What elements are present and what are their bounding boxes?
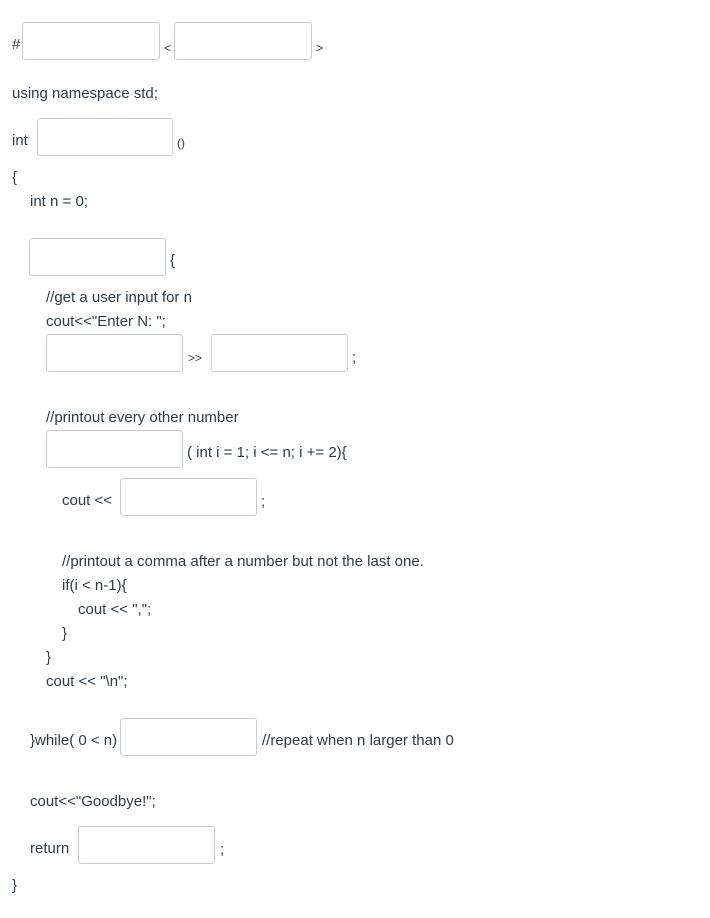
int-keyword: int: [12, 132, 28, 149]
comment-repeat: //repeat when n larger than 0: [262, 732, 454, 749]
extraction-operator: >>: [188, 351, 203, 365]
semicolon: ;: [261, 493, 266, 510]
cout-goodbye: cout<<"Goodbye!";: [30, 793, 156, 810]
for-keyword-blank[interactable]: [46, 430, 183, 468]
close-brace: }: [12, 877, 18, 894]
if-close-brace: }: [62, 625, 68, 642]
cout-comma: cout << ",";: [78, 601, 152, 618]
semicolon: ;: [352, 349, 357, 366]
while-condition-start: }while( 0 < n): [30, 732, 118, 749]
return-value-blank[interactable]: [78, 826, 215, 864]
main-function-name-blank[interactable]: [37, 118, 173, 156]
include-directive-blank[interactable]: [22, 22, 160, 60]
header-name-blank[interactable]: [174, 22, 312, 60]
if-statement: if(i < n-1){: [62, 577, 127, 594]
for-close-brace: }: [46, 649, 52, 666]
comment-comma: //printout a comma after a number but not the last one.: [62, 553, 424, 570]
cout-operator: cout <<: [62, 492, 113, 509]
semicolon: ;: [220, 841, 225, 858]
return-keyword: return: [30, 840, 70, 857]
cin-stream-blank[interactable]: [46, 334, 183, 372]
cout-value-blank[interactable]: [120, 478, 257, 516]
comment-get-input: //get a user input for n: [46, 289, 192, 306]
int-n-declaration: int n = 0;: [30, 193, 88, 210]
hash-symbol: #: [12, 36, 21, 53]
do-keyword-blank[interactable]: [29, 238, 166, 276]
parentheses: (): [177, 136, 185, 150]
greater-than-symbol: >: [316, 41, 324, 55]
cin-target-blank[interactable]: [211, 334, 348, 372]
cout-enter-n: cout<<"Enter N: ";: [46, 313, 166, 330]
cout-newline: cout << "\n";: [46, 673, 128, 690]
comment-printout: //printout every other number: [46, 409, 239, 426]
while-condition-blank[interactable]: [120, 718, 257, 756]
open-brace: {: [12, 169, 18, 186]
do-open-brace: {: [170, 252, 176, 269]
less-than-symbol: <: [164, 41, 172, 55]
for-loop-header: ( int i = 1; i <= n; i += 2){: [187, 444, 347, 461]
using-namespace-line: using namespace std;: [12, 85, 158, 102]
